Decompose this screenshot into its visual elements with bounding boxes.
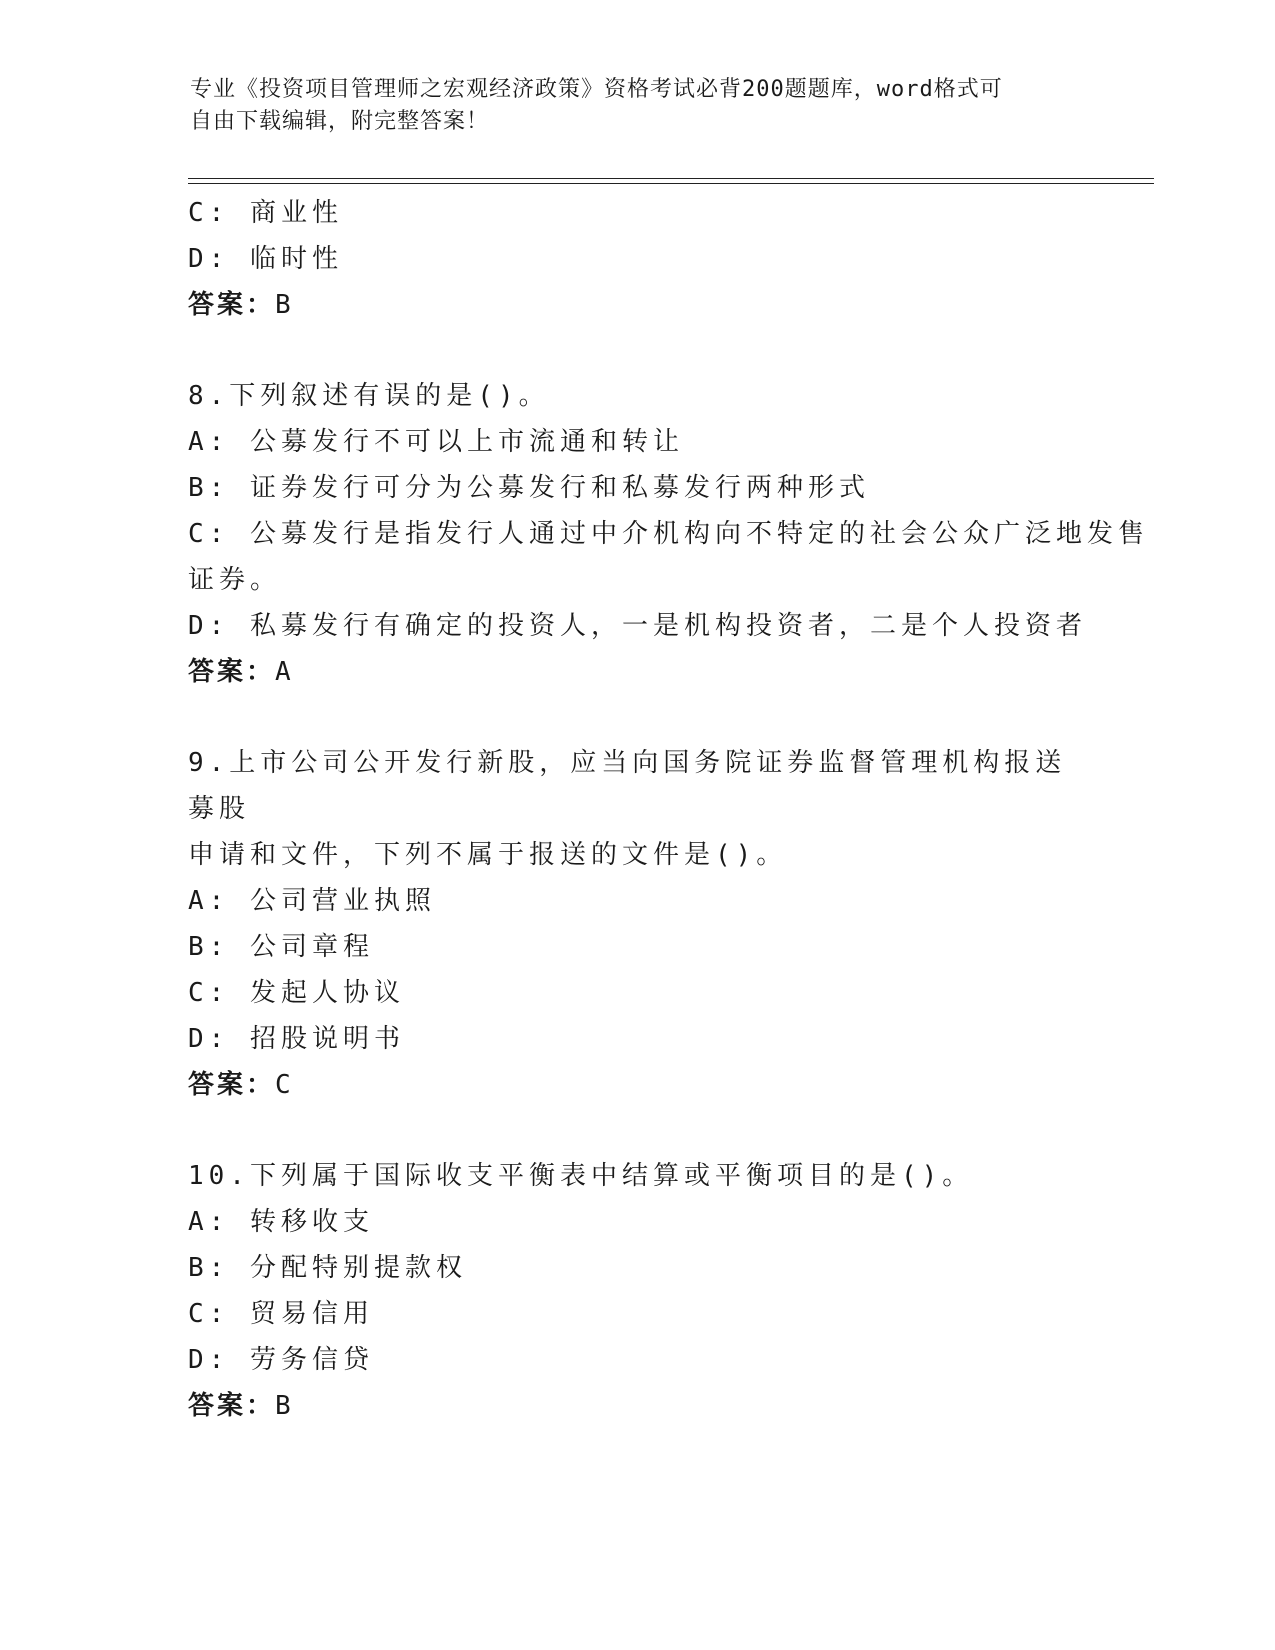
answer-line: [188, 649, 1088, 695]
question-10: [188, 1153, 1088, 1429]
answer-label: 答案：: [188, 1070, 276, 1100]
option-a: A: 转移收支: [188, 1207, 374, 1237]
answer-line: [188, 282, 1088, 328]
answer-line: [188, 1383, 1088, 1429]
question-9: [188, 740, 1088, 1108]
header-title-line-1: 专业《投资项目管理师之宏观经济政策》资格考试必背200题题库，word格式可: [190, 77, 1003, 102]
page-header: [190, 74, 1070, 138]
spacer: [188, 1108, 1088, 1153]
answer-label: 答案：: [188, 1391, 276, 1421]
answer-value: B: [275, 290, 294, 320]
spacer: [188, 328, 1088, 373]
question-8: [188, 373, 1149, 695]
option-c: C: 发起人协议: [188, 978, 405, 1008]
option-b: B: 证券发行可分为公募发行和私募发行两种形式: [188, 473, 870, 503]
answer-value: A: [275, 657, 294, 687]
answer-value: B: [275, 1391, 294, 1421]
header-title-line-2: 自由下载编辑，附完整答案！: [190, 109, 490, 134]
answer-label: 答案：: [188, 290, 276, 320]
option-b: B: 分配特别提款权: [188, 1253, 467, 1283]
question-list: [188, 190, 1149, 1429]
option-d: D: 招股说明书: [188, 1024, 405, 1054]
option-d: D: 劳务信贷: [188, 1345, 374, 1375]
option-c: C: 商业性: [188, 198, 343, 228]
option-b: B: 公司章程: [188, 932, 374, 962]
option-c-continued: 证券。: [188, 565, 282, 595]
spacer: [188, 695, 1088, 740]
question-text-line-2: 申请和文件，下列不属于报送的文件是()。: [188, 840, 788, 870]
option-a: A: 公募发行不可以上市流通和转让: [188, 427, 684, 457]
question-text: 8.下列叙述有误的是()。: [188, 381, 550, 411]
option-c: C: 公募发行是指发行人通过中介机构向不特定的社会公众广泛地发售: [188, 519, 1149, 549]
answer-line: [188, 1062, 1088, 1108]
question-7-continued: [188, 190, 1088, 328]
option-d: D: 临时性: [188, 244, 343, 274]
option-a: A: 公司营业执照: [188, 886, 436, 916]
header-divider: [188, 178, 1154, 184]
question-text: 10.下列属于国际收支平衡表中结算或平衡项目的是()。: [188, 1161, 974, 1191]
answer-label: 答案：: [188, 657, 276, 687]
option-d: D: 私募发行有确定的投资人，一是机构投资者，二是个人投资者: [188, 611, 1087, 641]
option-c: C: 贸易信用: [188, 1299, 374, 1329]
question-text-line-1: 9.上市公司公开发行新股，应当向国务院证券监督管理机构报送募股: [188, 748, 1067, 824]
answer-value: C: [275, 1070, 294, 1100]
